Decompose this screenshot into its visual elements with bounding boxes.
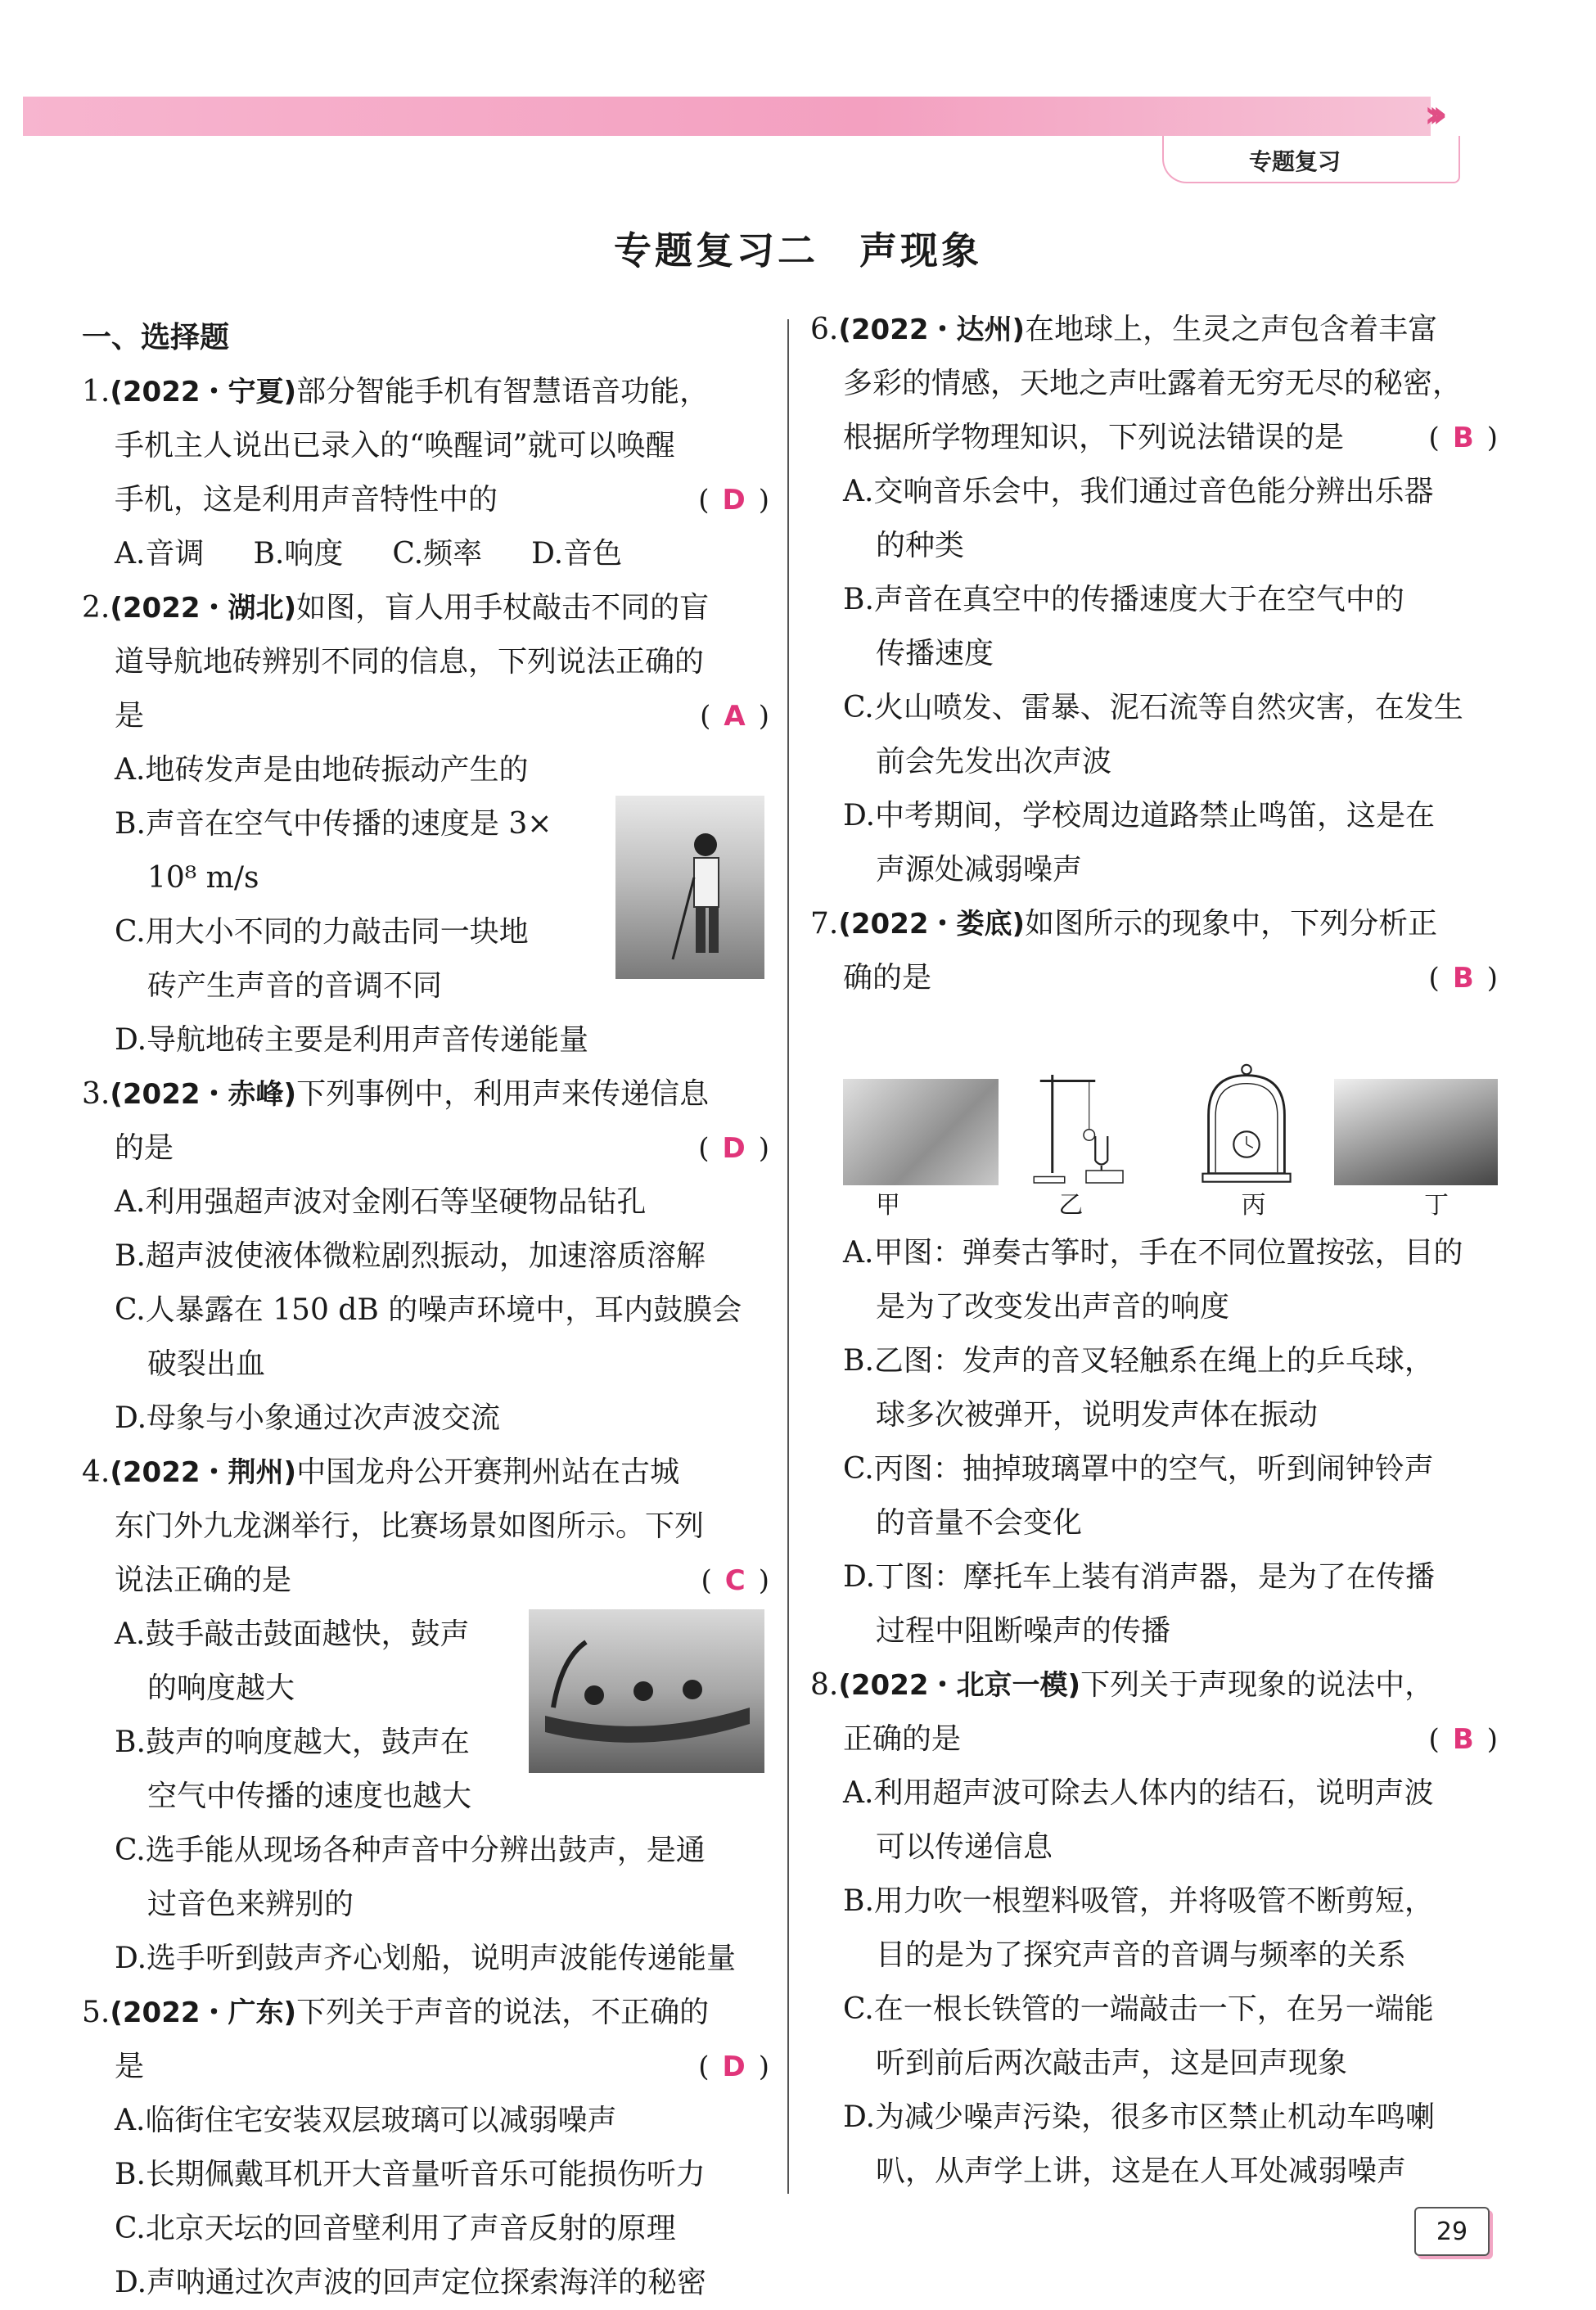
- question-stem: 的是: [115, 1131, 174, 1165]
- option-d: D.导航地砖主要是利用声音传递能量: [115, 1023, 589, 1057]
- option-c: C.火山喷发、雷暴、泥石流等自然灾害，在发生: [843, 691, 1463, 724]
- page-title: 专题复习二 声现象: [614, 228, 982, 273]
- guzheng-photo: [843, 1079, 999, 1185]
- figure-labels: [810, 1185, 1498, 1226]
- answer-slot: ( A ): [700, 700, 769, 733]
- answer: C: [724, 1564, 746, 1597]
- question-source: (2022・北京一模): [838, 1669, 1081, 1702]
- question-stem: 下列关于声现象的说法中，: [1080, 1668, 1435, 1702]
- question-stem: 中国龙舟公开赛荆州站在古城: [296, 1455, 680, 1489]
- question-stem: 确的是: [843, 961, 932, 995]
- option-c-cont: 听到前后两次敲击声，这是回声现象: [876, 2046, 1348, 2080]
- question-stem: 是: [115, 2050, 145, 2083]
- question-number: 5.: [82, 1996, 110, 2029]
- question-stem: 手机，这是利用声音特性中的: [115, 483, 498, 517]
- option-c: C.频率: [392, 537, 483, 571]
- question-stem: 东门外九龙渊举行，比赛场景如图所示。下列: [115, 1509, 705, 1543]
- option-c-cont: 砖产生声音的音调不同: [147, 969, 443, 1003]
- option-d-cont: 声源处减弱噪声: [876, 853, 1083, 887]
- option-d: D.母象与小象通过次声波交流: [115, 1401, 501, 1435]
- question-source: (2022・广东): [110, 1996, 297, 2029]
- motorcycle-muffler-photo: [1334, 1079, 1498, 1185]
- section-heading: 一、选择题: [82, 321, 230, 354]
- question-stem: 部分智能手机有智慧语音功能，: [296, 375, 710, 408]
- dragon-boat-photo: [529, 1609, 764, 1773]
- option-d: D.丁图：摩托车上装有消声器，是为了在传播: [843, 1560, 1436, 1594]
- question-number: 8.: [810, 1668, 839, 1702]
- question-number: 2.: [82, 591, 110, 625]
- option-b: B.响度: [253, 537, 344, 571]
- answer-slot: ( C ): [701, 1564, 769, 1597]
- header-band: [23, 97, 1431, 136]
- figure-row: [810, 1013, 1498, 1185]
- answer: B: [1452, 422, 1474, 454]
- question-source: (2022・湖北): [110, 592, 297, 625]
- option-a-cont: 可以传递信息: [876, 1830, 1053, 1864]
- answer: B: [1452, 1723, 1474, 1756]
- option-c-cont: 的音量不会变化: [876, 1506, 1083, 1540]
- answer: B: [1452, 962, 1474, 995]
- option-d: D.音色: [531, 537, 623, 571]
- option-a: A.交响音乐会中，我们通过音色能分辨出乐器: [843, 475, 1434, 508]
- figure-label: 乙: [1058, 1191, 1084, 1220]
- option-c: C.人暴露在 150 dB 的噪声环境中，耳内鼓膜会: [115, 1293, 742, 1327]
- question-source: (2022・宁夏): [110, 376, 297, 408]
- option-c: C.在一根长铁管的一端敲击一下，在另一端能: [843, 1992, 1434, 2026]
- option-b: B.声音在空气中传播的速度是 3×: [115, 807, 552, 841]
- answer-slot: ( B ): [1428, 1723, 1498, 1756]
- question-stem: 根据所学物理知识，下列说法错误的是: [843, 421, 1345, 454]
- option-a-cont: 的响度越大: [147, 1672, 295, 1705]
- chevron-right-icon: ›››: [1424, 92, 1436, 136]
- question-stem: 手机主人说出已录入的“唤醒词”就可以唤醒: [115, 429, 675, 462]
- right-column: [810, 303, 1498, 2199]
- option-a: A.地砖发声是由地砖振动产生的: [115, 753, 529, 787]
- question-2: [82, 581, 769, 1067]
- question-source: (2022・荆州): [110, 1456, 297, 1489]
- question-source: (2022・娄底): [838, 908, 1026, 941]
- option-c-cont: 前会先发出次声波: [876, 745, 1112, 778]
- question-source: (2022・达州): [838, 314, 1026, 346]
- question-stem: 下列事例中，利用声来传递信息: [296, 1077, 710, 1111]
- question-stem: 如图，盲人用手杖敲击不同的盲: [296, 591, 710, 625]
- option-c: C.丙图：抽掉玻璃罩中的空气，听到闹钟铃声: [843, 1452, 1434, 1486]
- question-number: 3.: [82, 1077, 110, 1111]
- option-a: A.利用强超声波对金刚石等坚硬物品钻孔: [115, 1185, 647, 1219]
- question-source: (2022・赤峰): [110, 1078, 297, 1111]
- answer: D: [722, 2051, 746, 2083]
- option-b-cont: 目的是为了探究声音的音调与频率的关系: [876, 1938, 1407, 1972]
- option-b: B.长期佩戴耳机开大音量听音乐可能损伤听力: [115, 2158, 706, 2191]
- option-d: D.为减少噪声污染，很多市区禁止机动车鸣喇: [843, 2100, 1436, 2134]
- answer-slot: ( B ): [1428, 962, 1498, 995]
- question-4: [82, 1446, 769, 1986]
- option-b: B.用力吹一根塑料吸管，并将吸管不断剪短，: [843, 1884, 1434, 1918]
- option-a-cont: 是为了改变发出声音的响度: [876, 1290, 1230, 1324]
- question-stem: 如图所示的现象中，下列分析正: [1025, 907, 1438, 941]
- tuning-fork-diagram: [1012, 1063, 1160, 1185]
- question-number: 6.: [810, 313, 839, 346]
- option-a: A.临街住宅安装双层玻璃可以减弱噪声: [115, 2104, 617, 2137]
- option-c-cont: 破裂出血: [147, 1347, 266, 1381]
- question-stem: 道导航地砖辨别不同的信息，下列说法正确的: [115, 645, 705, 679]
- answer-slot: ( B ): [1428, 422, 1498, 454]
- question-1: [82, 365, 769, 581]
- option-c-cont: 过音色来辨别的: [147, 1888, 354, 1921]
- question-6: [810, 303, 1498, 897]
- question-8: [810, 1658, 1498, 2199]
- header-label: 专题复习: [1249, 148, 1341, 175]
- option-b-cont: 传播速度: [876, 637, 994, 670]
- question-number: 1.: [82, 375, 110, 408]
- blind-person-photo: [615, 796, 764, 979]
- question-number: 7.: [810, 907, 839, 941]
- question-stem: 在地球上，生灵之声包含着丰富: [1025, 313, 1438, 346]
- bell-jar-diagram: [1173, 1063, 1320, 1185]
- answer-slot: ( D ): [698, 1132, 769, 1165]
- option-b-cont: 10⁸ m/s: [147, 861, 259, 895]
- answer: A: [724, 700, 746, 733]
- question-3: [82, 1067, 769, 1446]
- option-a-cont: 的种类: [876, 529, 965, 562]
- option-d: D.选手听到鼓声齐心划船，说明声波能传递能量: [115, 1942, 737, 1975]
- option-d: D.中考期间，学校周边道路禁止鸣笛，这是在: [843, 799, 1436, 832]
- figure-label: 丁: [1423, 1191, 1449, 1220]
- page-number: 29: [1414, 2207, 1490, 2256]
- option-b: B.乙图：发声的音叉轻触系在绳上的乒乓球，: [843, 1344, 1434, 1378]
- option-d-cont: 叭，从声学上讲，这是在人耳处减弱噪声: [876, 2154, 1407, 2188]
- question-stem: 多彩的情感，天地之声吐露着无穷无尽的秘密，: [843, 367, 1463, 400]
- answer: D: [722, 1132, 746, 1165]
- question-5: [82, 1986, 769, 2310]
- figure-label: 丙: [1241, 1191, 1266, 1220]
- option-c: C.选手能从现场各种声音中分辨出鼓声，是通: [115, 1834, 706, 1867]
- answer-slot: ( D ): [698, 484, 769, 517]
- option-a: A.鼓手敲击鼓面越快，鼓声: [115, 1617, 470, 1651]
- question-stem: 说法正确的是: [115, 1563, 292, 1597]
- option-b-cont: 球多次被弹开，说明发声体在振动: [876, 1398, 1319, 1432]
- option-b: B.鼓声的响度越大，鼓声在: [115, 1726, 470, 1759]
- option-c: C.用大小不同的力敲击同一块地: [115, 915, 529, 949]
- option-b: B.声音在真空中的传播速度大于在空气中的: [843, 583, 1404, 616]
- answer-slot: ( D ): [698, 2051, 769, 2083]
- figure-label: 甲: [876, 1191, 900, 1220]
- option-a: A.甲图：弹奏古筝时，手在不同位置按弦，目的: [843, 1236, 1463, 1270]
- option-c: C.北京天坛的回音壁利用了声音反射的原理: [115, 2212, 676, 2245]
- option-b: B.超声波使液体微粒剧烈振动，加速溶质溶解: [115, 1239, 706, 1273]
- question-7: [810, 897, 1498, 1658]
- question-stem: 正确的是: [843, 1722, 962, 1756]
- question-stem: 是: [115, 699, 145, 733]
- question-stem: 下列关于声音的说法，不正确的: [296, 1996, 710, 2029]
- option-a: A.利用超声波可除去人体内的结石，说明声波: [843, 1776, 1434, 1810]
- option-b-cont: 空气中传播的速度也越大: [147, 1780, 472, 1813]
- left-column: [82, 311, 769, 2310]
- column-divider: [787, 319, 789, 2194]
- question-number: 4.: [82, 1455, 110, 1489]
- option-d: D.声呐通过次声波的回声定位探索海洋的秘密: [115, 2266, 707, 2299]
- option-a: A.音调: [115, 537, 205, 571]
- option-d-cont: 过程中阻断噪声的传播: [876, 1614, 1171, 1648]
- answer: D: [722, 484, 746, 517]
